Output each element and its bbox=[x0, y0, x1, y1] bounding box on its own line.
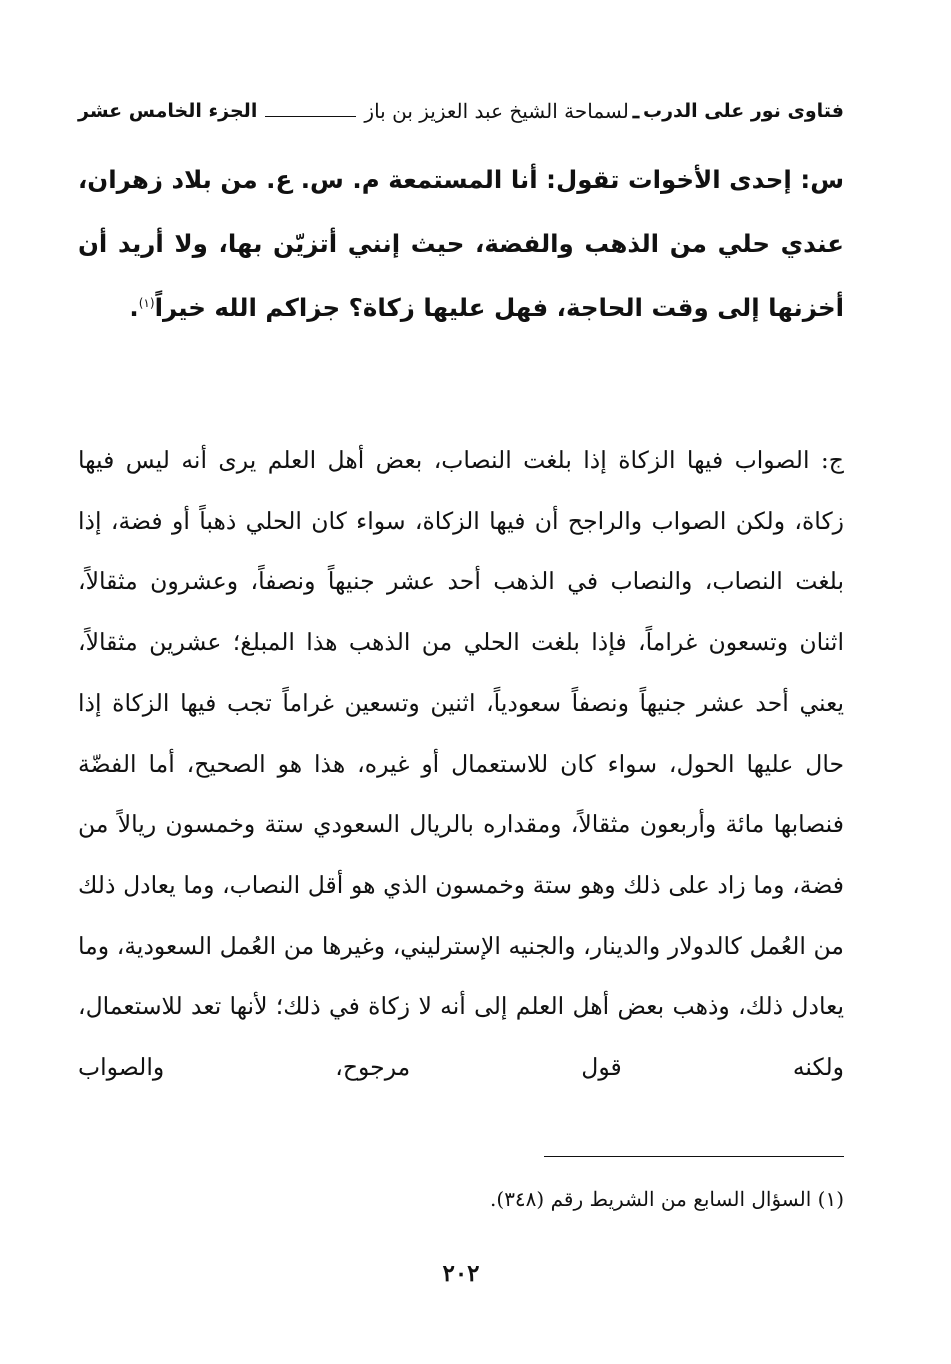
volume-part: الجزء الخامس عشر bbox=[78, 100, 258, 122]
answer-text: الصواب فيها الزكاة إذا بلغت النصاب، بعض أهل العلم يرى أنه ليس فيها زكاة، ولكن الصواب والراجح أن فيها الزكاة، سواء كان الحلي ذهباً أو فضة، إذا بلغت النصاب، والنصاب في الذهب أحد عشر جنيهاً ونصفاً، وعشرون مثقالاً، اثنان وتسعون غراماً، فإذا بلغت الحلي من الذهب هذا المبلغ؛ عشرين مثقالاً، يعني أحد عشر جنيهاً ونصفاً سعودياً، اثنين وتسعين غراماً تجب فيها الزكاة إذا حال عليها الحول، سواء كان للاستعمال أو غيره، هذا هو الصحيح، أما الفضّة فنصابها مائة وأربعون مثقالاً، ومقداره بالريال السعودي ستة وخمسون ريالاً من فضة، وما زاد على ذلك وهو ستة وخمسون الذي هو أقل النصاب، وما يعادل ذلك من العُمل كالدولار والدينار، والجنيه الإسترليني، وغيرها من العُمل السعودية، وما يعادل ذلك، وذهب بعض أهل العلم إلى أنه لا زكاة في ذلك؛ لأنها تعد للاستعمال، ولكنه قول مرجوح، والصواب bbox=[78, 446, 845, 1082]
book-title: فتاوى نور على الدرب bbox=[643, 100, 844, 122]
answer-paragraph bbox=[78, 430, 844, 1098]
author-name: لسماحة الشيخ عبد العزيز بن باز bbox=[364, 99, 629, 123]
question-label: س: bbox=[800, 165, 844, 194]
answer-label: ج: bbox=[820, 446, 844, 474]
footnote-divider bbox=[544, 1156, 844, 1157]
book-page bbox=[78, 88, 844, 1338]
question-paragraph bbox=[78, 148, 844, 340]
header-separator: ـ bbox=[632, 98, 639, 123]
header-rule bbox=[265, 116, 356, 117]
running-header bbox=[78, 94, 844, 128]
footnote-reference: (١) bbox=[138, 295, 155, 310]
question-text: إحدى الأخوات تقول: أنا المستمعة م. س. ع. من بلاد زهران، عندي حلي من الذهب والفضة، حيث إنني أتزيّن بها، ولا أريد أن أخزنها إلى وقت الحاجة، فهل عليها زكاة؟ جزاكم الله خيراً bbox=[78, 165, 844, 322]
page-number: ٢٠٢ bbox=[442, 1260, 480, 1287]
footnote: (١) السؤال السابع من الشريط رقم (٣٤٨). bbox=[490, 1187, 844, 1211]
question-end: . bbox=[129, 293, 139, 322]
